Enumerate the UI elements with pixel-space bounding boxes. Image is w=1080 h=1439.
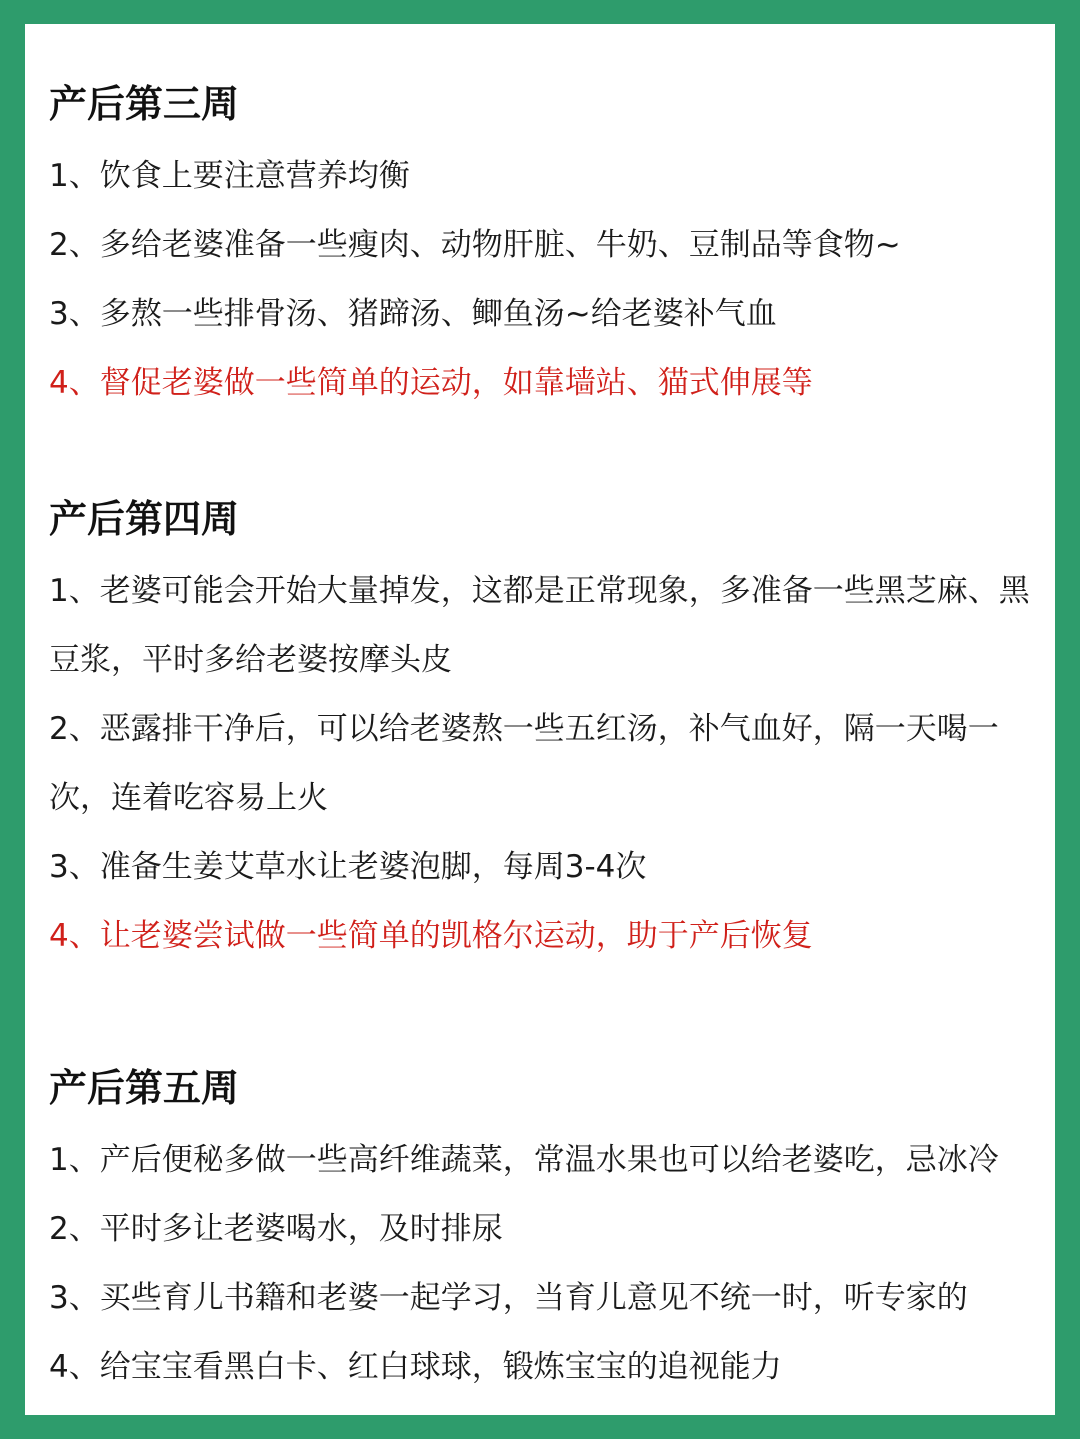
list-item-highlight: 4、让老婆尝试做一些简单的凯格尔运动，助于产后恢复	[49, 918, 813, 954]
list-item: 3、买些育儿书籍和老婆一起学习，当育儿意见不统一时，听专家的	[49, 1280, 968, 1316]
section-title: 产后第五周	[49, 1066, 240, 1110]
section-title: 产后第三周	[49, 82, 240, 126]
section-week-5	[49, 1060, 1035, 1402]
item-list	[49, 557, 1035, 971]
list-item: 4、给宝宝看黑白卡、红白球球，锻炼宝宝的追视能力	[49, 1349, 782, 1385]
list-item: 2、平时多让老婆喝水，及时排尿	[49, 1211, 503, 1247]
content-card	[25, 24, 1055, 1415]
item-list	[49, 1126, 1035, 1402]
section-week-4	[49, 491, 1035, 971]
section-week-3	[49, 76, 1035, 418]
list-item: 1、饮食上要注意营养均衡	[49, 158, 410, 194]
section-title: 产后第四周	[49, 497, 240, 541]
list-item: 1、产后便秘多做一些高纤维蔬菜，常温水果也可以给老婆吃，忌冰冷	[49, 1142, 999, 1178]
list-item: 1、老婆可能会开始大量掉发，这都是正常现象，多准备一些黑芝麻、黑豆浆，平时多给老婆按摩头皮	[49, 573, 1030, 678]
list-item-highlight: 4、督促老婆做一些简单的运动，如靠墙站、猫式伸展等	[49, 365, 813, 401]
list-item: 2、恶露排干净后，可以给老婆熬一些五红汤，补气血好，隔一天喝一次，连着吃容易上火	[49, 711, 999, 816]
item-list	[49, 142, 1035, 418]
list-item: 2、多给老婆准备一些瘦肉、动物肝脏、牛奶、豆制品等食物~	[49, 227, 901, 263]
list-item: 3、准备生姜艾草水让老婆泡脚，每周3-4次	[49, 849, 647, 885]
list-item: 3、多熬一些排骨汤、猪蹄汤、鲫鱼汤~给老婆补气血	[49, 296, 777, 332]
